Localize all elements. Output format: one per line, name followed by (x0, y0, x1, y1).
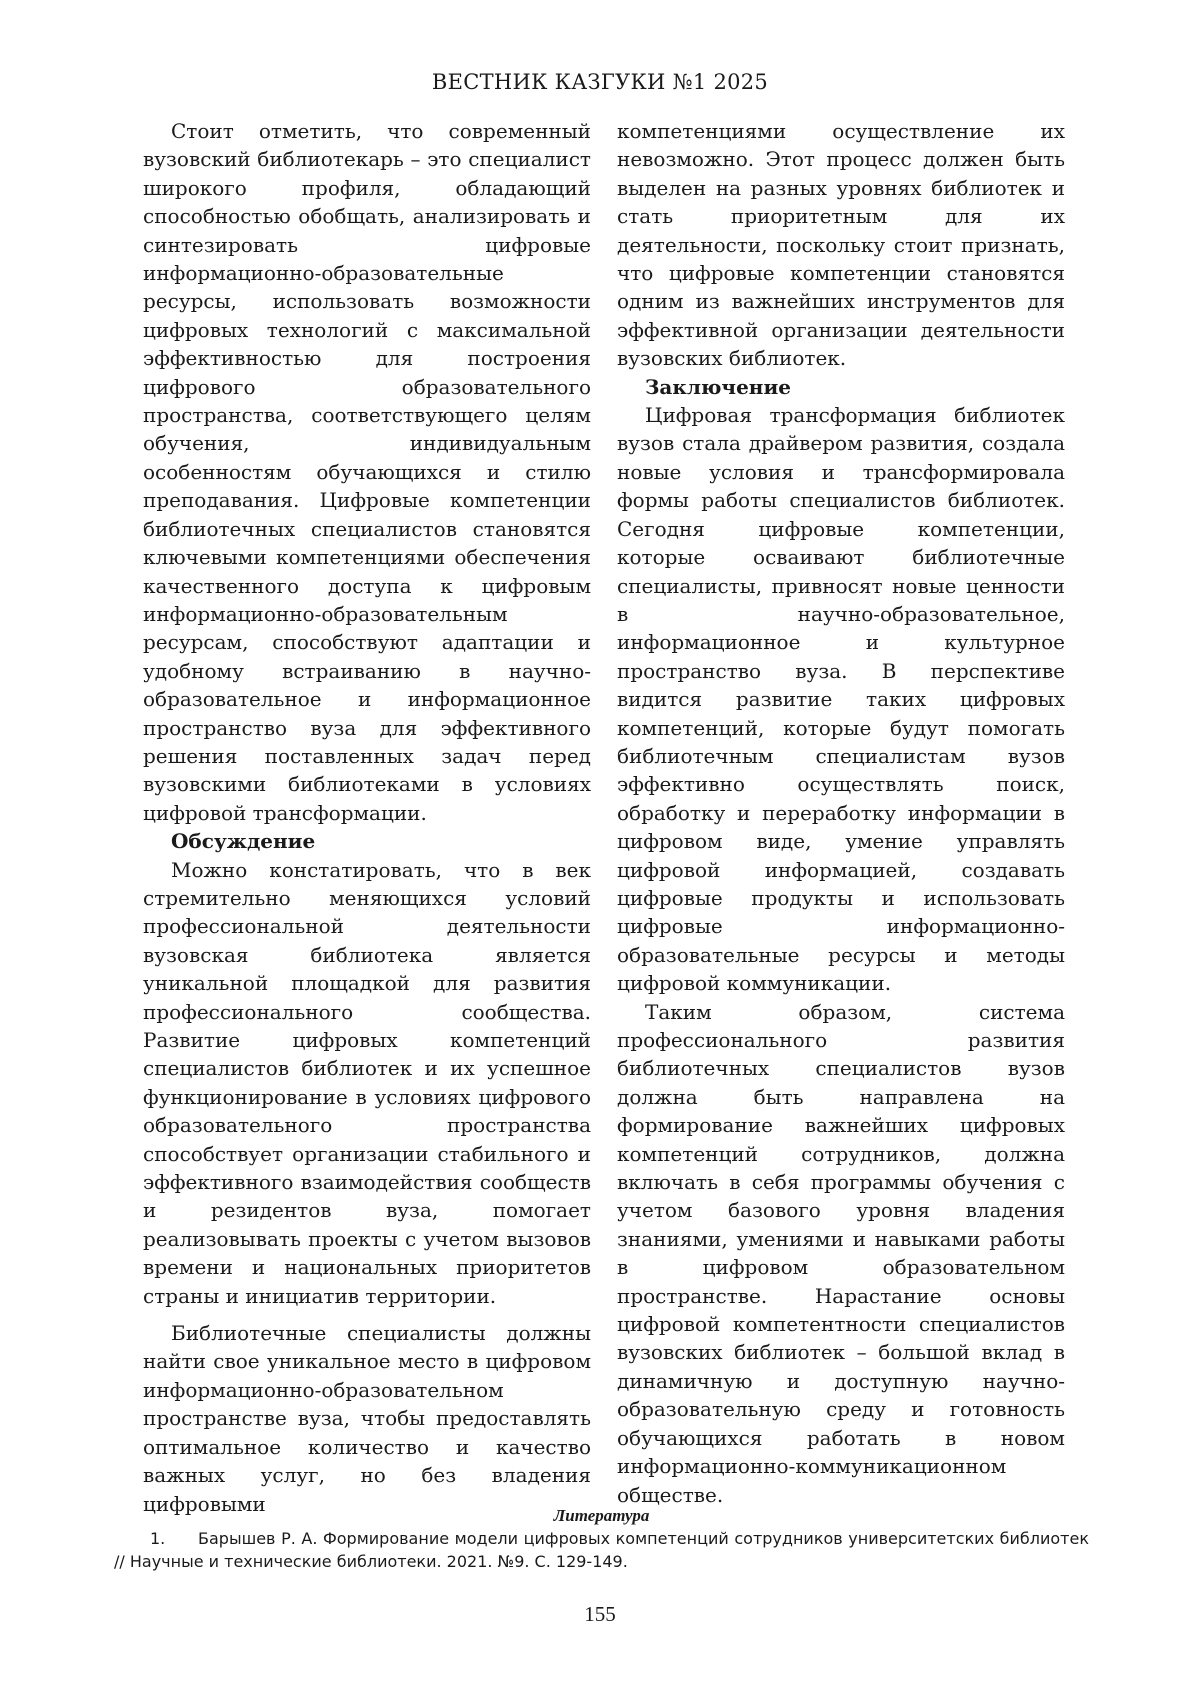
references-title: Литература (553, 1506, 650, 1525)
reference-item (114, 1527, 1089, 1573)
heading-discussion: Обсуждение (171, 829, 316, 854)
paragraph-left-1: Стоит отметить, что современный вузовский библиотекарь – это специалист широкого профиля, обладающий способностью обобщать, анализировать и синтезировать цифровые информационно-образовательные ресурсы, использовать возможности цифровых технологий с максимальной эффективностью для построения цифрового образовательного пространства, соответствующего целям обучения, индивидуальным особенностям обучающихся и стилю преподавания. Цифровые компетенции библиотечных специалистов становятся ключевыми компетенциями обеспечения качественного доступа к цифровым информационно-образовательным ресурсам, способствуют адаптации и удобному встраиванию в научно-образовательное и информационное пространство вуза для эффективного решения поставленных задач перед вузовскими библиотеками в условиях цифровой трансформации. (143, 119, 591, 825)
paragraph-left-2: Можно констатировать, что в век стремительно меняющихся условий профессиональной деятельности вузовская библиотека является уникальной площадкой для развития профессионального сообщества. Развитие цифровых компетенций специалистов библиотек и их успешное функционирование в условиях цифрового образовательного пространства способствует организации стабильного и эффективного взаимодействия сообществ и резидентов вуза, помогает реализовывать проекты с учетом вызовов времени и национальных приоритетов страны и инициатив территории. (143, 857, 591, 1308)
page-number: 155 (584, 1602, 616, 1626)
right-column (617, 117, 1065, 1509)
paragraph-right-2: Цифровая трансформация библиотек вузов стала драйвером развития, создала новые условия и трансформировала формы работы специалистов библиотек. Сегодня цифровые компетенции, которые осваивают библиотечные специалисты, привносят новые ценности в научно-образовательное, информационное и культурное пространство вуза. В перспективе видится развитие таких цифровых компетенций, которые будут помогать библиотечным специалистам вузов эффективно осуществлять поиск, обработку и переработку информации в цифровом виде, умение управлять цифровой информацией, создавать цифровые продукты и использовать цифровые информационно-образовательные ресурсы и методы цифровой коммуникации. (617, 403, 1065, 996)
left-column (143, 117, 591, 1518)
paragraph-right-3: Таким образом, система профессионального развития библиотечных специалистов вузов должна быть направлена на формирование важнейших цифровых компетенций сотрудников, должна включать в себя программы обучения с учетом базового уровня владения знаниями, умениями и навыками работы в цифровом образовательном пространстве. Нарастание основы цифровой компетентности специалистов вузовских библиотек – большой вклад в динамичную и доступную научно-образовательную среду и готовность обучающихся работать в новом информационно-коммуникационном обществе. (617, 999, 1065, 1507)
paragraph-right-1: компетенциями осуществление их невозможно. Этот процесс должен быть выделен на разных уровнях библиотек и стать приоритетным для их деятельности, поскольку стоит признать, что цифровые компетенции становятся одним из важнейших инструментов для эффективной организации деятельности вузовских библиотек. (617, 119, 1065, 371)
reference-text: Барышев Р. А. Формирование модели цифровых компетенций сотрудников университетских библиотек // Научные и технические библиотеки. 2021. №9. С. 129-149. (114, 1529, 1089, 1571)
heading-conclusion: Заключение (645, 374, 791, 399)
journal-header: ВЕСТНИК КАЗГУКИ №1 2025 (431, 70, 769, 94)
paragraph-left-3: Библиотечные специалисты должны найти свое уникальное место в цифровом информационно-образовательном пространстве вуза, чтобы предоставлять оптимальное количество и качество важных услуг, но без владения цифровыми (143, 1321, 591, 1516)
references-section (114, 1504, 1089, 1573)
reference-number: 1. (150, 1529, 166, 1548)
